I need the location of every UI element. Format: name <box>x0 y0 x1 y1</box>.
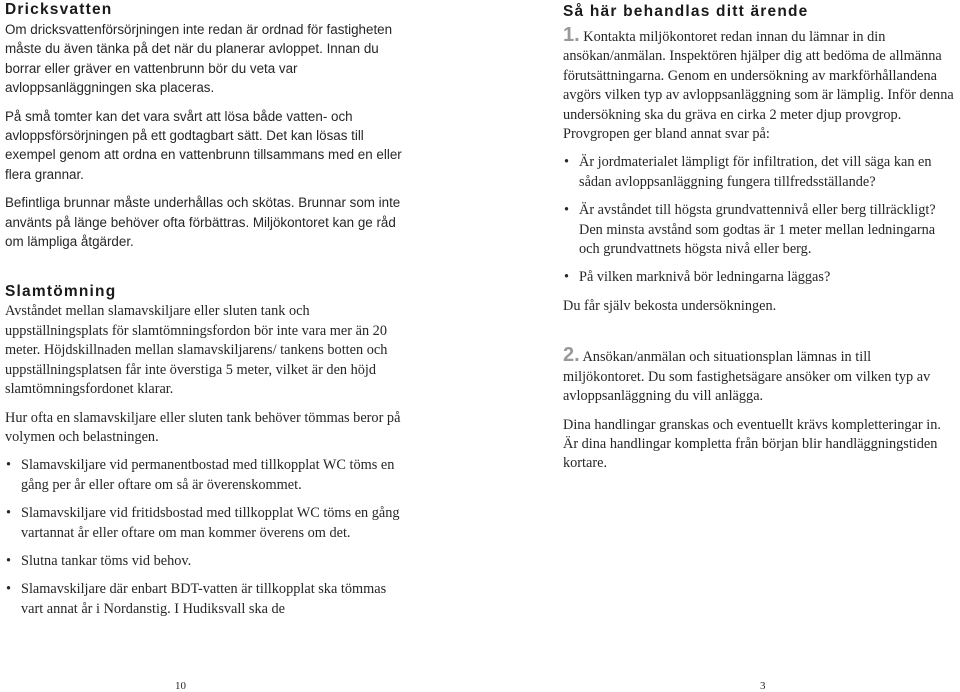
paragraph-cost: Du får själv bekosta undersökningen. <box>563 297 777 314</box>
paragraph-small-plots: På små tomter kan det vara svårt att lösa både vatten- och avloppsförsörjningen på ett godtagbart sätt. Det kan lösas till exempel genom att ordna en vattenbrunn tillsammans med en eller flera grannar. <box>5 108 402 182</box>
list-item: • Slamavskiljare vid fritidsbostad med tillkopplat WC töms en gång vartannat år eller oftare om man kommer överens om det. <box>5 504 407 543</box>
step-2-text: Ansökan/anmälan och situationsplan lämnas in till miljökontoret. Du som fastighetsägare ansöker om vilken typ av avloppsanläggning du vill anlägga. <box>563 349 931 405</box>
left-page <box>5 0 407 619</box>
paragraph-drinking-water-intro: Om dricksvattenförsörjningen inte redan är ordnad för fastigheten måste du även tänka på det när du planerar avloppet. Innan du borrar eller gräver en vattenbrunn bör du veta var avloppsanläggningen ska placeras. <box>5 22 393 96</box>
list-item: • Slutna tankar töms vid behov. <box>5 552 407 571</box>
step-2 <box>563 346 955 406</box>
step-2-number: 2. <box>563 344 580 367</box>
test-pit-questions <box>563 153 955 287</box>
list-item: • Är avståndet till högsta grundvattennivå eller berg tillräckligt? Den minsta avstånd som godtas är 1 meter mellan ledningarna och grundvattnets högsta nivå eller berg. <box>563 201 955 259</box>
list-item: • Slamavskiljare vid permanentbostad med tillkopplat WC töms en gång per år eller oftare om så är överenskommet. <box>5 456 407 495</box>
paragraph-frequency: Hur ofta en slamavskiljare eller sluten tank behöver tömmas beror på volymen och belastningen. <box>5 409 401 445</box>
list-item: • Slamavskiljare där enbart BDT-vatten är tillkopplat ska tömmas vart annat år i Nordanstig. I Hudiksvall ska de <box>5 580 407 619</box>
emptying-list <box>5 456 407 619</box>
heading-process: Så här behandlas ditt ärende <box>563 3 809 20</box>
list-item: • Är jordmaterialet lämpligt för infiltration, det vill säga kan en sådan avloppsanläggning fungera tillfredsställande? <box>563 153 955 192</box>
list-item: • På vilken marknivå bör ledningarna läggas? <box>563 268 955 287</box>
heading-dricksvatten: Dricksvatten <box>5 1 113 18</box>
heading-slamtomning: Slamtömning <box>5 283 117 301</box>
step-1-number: 1. <box>563 24 580 46</box>
paragraph-distance: Avståndet mellan slamavskiljare eller sluten tank och uppställningsplats för slamtömningsfordon bör inte vara mer än 20 meter. Höjdskillnaden mellan slamavskiljarens/ tankens botten och uppställningsplatsen får inte överstiga 5 meter, vilket är den höjd slamtömningsfordonet klarar. <box>5 303 388 398</box>
paragraph-existing-wells: Befintliga brunnar måste underhållas och skötas. Brunnar som inte använts på länge behöver ofta förbättras. Miljökontoret kan ge råd om lämpliga åtgärder. <box>5 195 401 250</box>
step-1-text: Kontakta miljökontoret redan innan du lämnar in din ansökan/anmälan. Inspektören hjälper dig att bedöma de allmänna förutsättningarna. Genom en undersökning av markförhållandena avgörs vilken typ av avloppsanläggning som är lämplig. Inför denna undersökning ska du gräva en cirka 2 meter djup provgrop. Provgropen ger bland annat svar på: <box>563 29 954 143</box>
step-1 <box>563 26 955 144</box>
page-number-left: 10 <box>175 680 186 692</box>
right-page <box>563 0 955 474</box>
page-number-right: 3 <box>760 680 766 692</box>
paragraph-review: Dina handlingar granskas och eventuellt krävs kompletteringar in. Är dina handlingar kompletta från början blir handläggningstiden kortare. <box>563 416 941 472</box>
